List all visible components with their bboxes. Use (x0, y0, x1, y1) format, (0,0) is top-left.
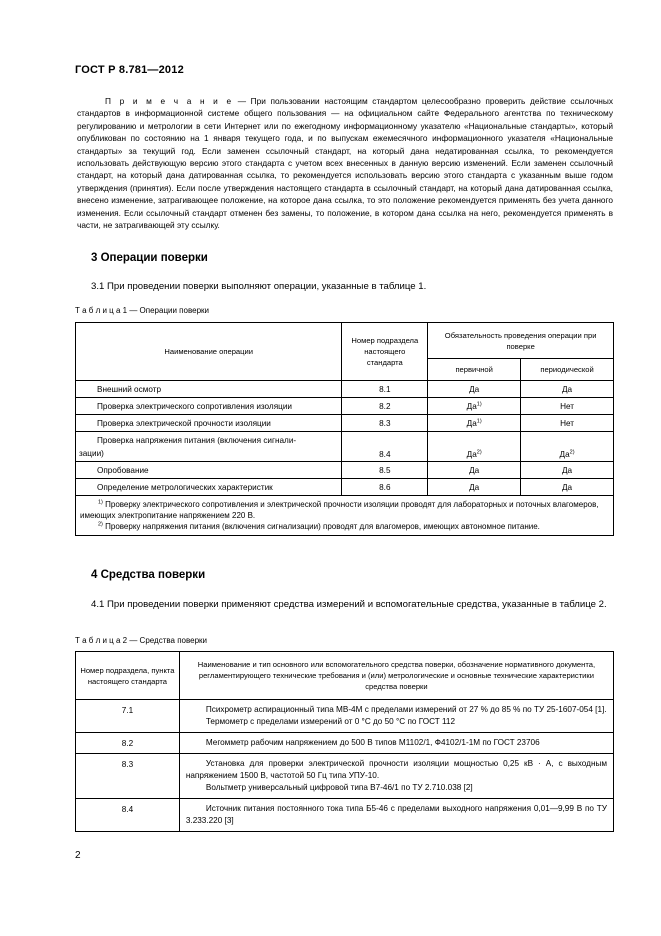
primary-text: Да (469, 482, 480, 492)
operation-name: Внешний осмотр (76, 381, 342, 398)
primary-value (428, 398, 521, 415)
table-2-caption-text: — Средства поверки (127, 636, 208, 645)
primary-text: Да (469, 384, 480, 394)
table-1-caption (75, 306, 209, 315)
means-line-1: Установка для проверки электрической прочности изоляции мощностью 0,25 кВ · А, с выходным напряжением 1500 В, частотой 50 Гц типа УПУ-10. (185, 759, 607, 780)
section-3-heading: 3 Операции поверки (91, 252, 208, 264)
means-description (179, 733, 613, 754)
table-1-caption-text: — Операции поверки (127, 306, 209, 315)
operation-name: Опробование (76, 462, 342, 479)
table-row (76, 398, 614, 415)
subsection-number: 8.4 (342, 432, 428, 462)
footnote-ref: 2) (476, 449, 482, 456)
means-line-1: Психрометр аспирационный типа МВ-4М с пределами измерений от 27 % до 85 % по ТУ 25-1607-054 [1]. (205, 705, 607, 714)
primary-value (428, 432, 521, 462)
primary-text: Да (469, 465, 480, 475)
primary-value (428, 381, 521, 398)
operation-name (76, 432, 342, 462)
reference-note (77, 95, 613, 231)
operation-name-line-2: зации) (79, 449, 104, 458)
table-row (76, 432, 614, 462)
operation-name: Проверка электрического сопротивления изоляции (76, 398, 342, 415)
means-line-1: Источник питания постоянного тока типа Б5-46 с пределами выходного напряжения 0,01—9,99 В по ТУ 3.233.220 [3] (185, 804, 607, 825)
footnote-1-mark: 1) (98, 499, 103, 506)
primary-value (428, 479, 521, 496)
table-row (76, 733, 614, 754)
primary-text: Да (466, 418, 477, 428)
periodic-text: Да (561, 482, 573, 492)
col-header-primary: первичной (428, 359, 521, 381)
footnote-ref: 2) (569, 449, 575, 456)
periodic-text: Да (561, 384, 573, 394)
document-header: ГОСТ Р 8.781—2012 (75, 64, 184, 76)
subsection-number: 8.2 (76, 733, 180, 754)
subsection-number: 8.4 (76, 799, 180, 832)
footnote-2-mark: 2) (98, 521, 103, 528)
periodic-value (521, 415, 614, 432)
table-row (76, 700, 614, 733)
means-line-2: Вольтметр универсальный цифровой типа В7-46/1 по ТУ 2.710.038 [2] (205, 783, 473, 792)
operation-name: Определение метрологических характеристик (76, 479, 342, 496)
footnote-2 (80, 521, 609, 532)
primary-value (428, 415, 521, 432)
subsection-number: 8.2 (342, 398, 428, 415)
subsection-number: 8.3 (76, 754, 180, 799)
section-4-paragraph: 4.1 При проведении поверки применяют средства измерений и вспомогательные средства, указанные в таблице 2. (91, 599, 607, 610)
operation-name-line-1: Проверка напряжения питания (включения сигнали- (97, 436, 297, 445)
means-line-1: Мегомметр рабочим напряжением до 500 В типов М1102/1, Ф4102/1-1М по ГОСТ 23706 (205, 738, 540, 747)
table-row (76, 462, 614, 479)
footnote-2-text: Проверку напряжения питания (включения сигнализации) проводят для влагомеров, имеющих автономное питание. (102, 522, 540, 531)
table-1-caption-label: Т а б л и ц а 1 (75, 306, 128, 315)
table-row (76, 479, 614, 496)
periodic-text: Нет (560, 401, 575, 411)
operation-name: Проверка электрической прочности изоляции (76, 415, 342, 432)
table-2-caption (75, 636, 207, 645)
subsection-number: 8.5 (342, 462, 428, 479)
table-footnotes-row (76, 496, 614, 536)
periodic-text: Нет (560, 418, 575, 428)
periodic-value (521, 462, 614, 479)
col-header-operation-name: Наименование операции (76, 323, 342, 381)
table-row (76, 381, 614, 398)
subsection-number: 8.1 (342, 381, 428, 398)
table-row (76, 415, 614, 432)
means-line-2: Термометр с пределами измерений от 0 °С до 50 °С по ГОСТ 112 (205, 717, 456, 726)
table-row (76, 799, 614, 832)
section-4-heading: 4 Средства поверки (91, 569, 206, 581)
table-footnotes (76, 496, 614, 536)
periodic-text: Да (561, 465, 573, 475)
operations-table (75, 322, 614, 536)
subsection-number: 8.3 (342, 415, 428, 432)
footnote-ref: 1) (476, 417, 482, 424)
means-description (179, 700, 613, 733)
periodic-value (521, 381, 614, 398)
note-text: — При пользовании настоящим стандартом целесообразно проверить действие ссылочных стандартов в информационной системе общего пользования — на официальном сайте Федерального агентства по техническому регулированию и метрологии в сети Интернет или по ежегодному информационному указателю «Национальные стандарты», который опубликован по состоянию на 1 января текущего года, и по выпускам ежемесячного информационного указателя «Национальные стандарты» за текущий год. Если заменен ссылочный стандарт, на который дана недатированная ссылка, то рекомендуется использовать действующую версию этого стандарта с учетом всех внесенных в данную версию изменений. Если заменен ссылочный стандарт, на который дана датированная ссылка, то рекомендуется использовать версию этого стандарта с указанным выше годом утверждения (принятия). Если после утверждения настоящего стандарта в ссылочный стандарт, на который дана датированная ссылка, внесено изменение, затрагивающее положение, на которое дана ссылка, то это положение рекомендуется применять без учета данного изменения. Если ссылочный стандарт отменен без замены, то положение, в котором дана ссылка на него, рекомендуется применять в части, не затрагивающей эту ссылку. (77, 96, 613, 231)
verification-means-table (75, 651, 614, 832)
note-label: П р и м е ч а н и е (105, 96, 234, 106)
means-description (179, 754, 613, 799)
table-row (76, 754, 614, 799)
col-header-periodic: периодической (521, 359, 614, 381)
footnote-ref: 1) (476, 400, 482, 407)
subsection-number: 8.6 (342, 479, 428, 496)
footnote-1-text: Проверку электрического сопротивления и электрической прочности изоляции проводят для лабораторных и поточных влагомеров, имеющих электропитание напряжением 220 В. (80, 500, 599, 520)
subsection-number: 7.1 (76, 700, 180, 733)
periodic-value (521, 479, 614, 496)
primary-text: Да (466, 450, 477, 459)
means-description (179, 799, 613, 832)
periodic-text: Да (559, 450, 570, 459)
section-3-paragraph: 3.1 При проведении поверки выполняют операции, указанные в таблице 1. (91, 281, 427, 292)
col-header-description: Наименование и тип основного или вспомогательного средства поверки, обозначение нормативного документа, регламентирующего технические требования и (или) метрологические и основные технические характеристики средства поверки (179, 652, 613, 700)
footnote-1 (80, 499, 609, 521)
col-header-subsection-number: Номер подраздела настоящего стандарта (342, 323, 428, 381)
page-number: 2 (75, 850, 81, 861)
col-header-subsection: Номер подраздела, пункта настоящего стандарта (76, 652, 180, 700)
col-header-requirement: Обязательность проведения операции при поверке (428, 323, 614, 359)
periodic-value (521, 432, 614, 462)
periodic-value (521, 398, 614, 415)
table-2-caption-label: Т а б л и ц а 2 (75, 636, 128, 645)
primary-text: Да (466, 401, 477, 411)
primary-value (428, 462, 521, 479)
